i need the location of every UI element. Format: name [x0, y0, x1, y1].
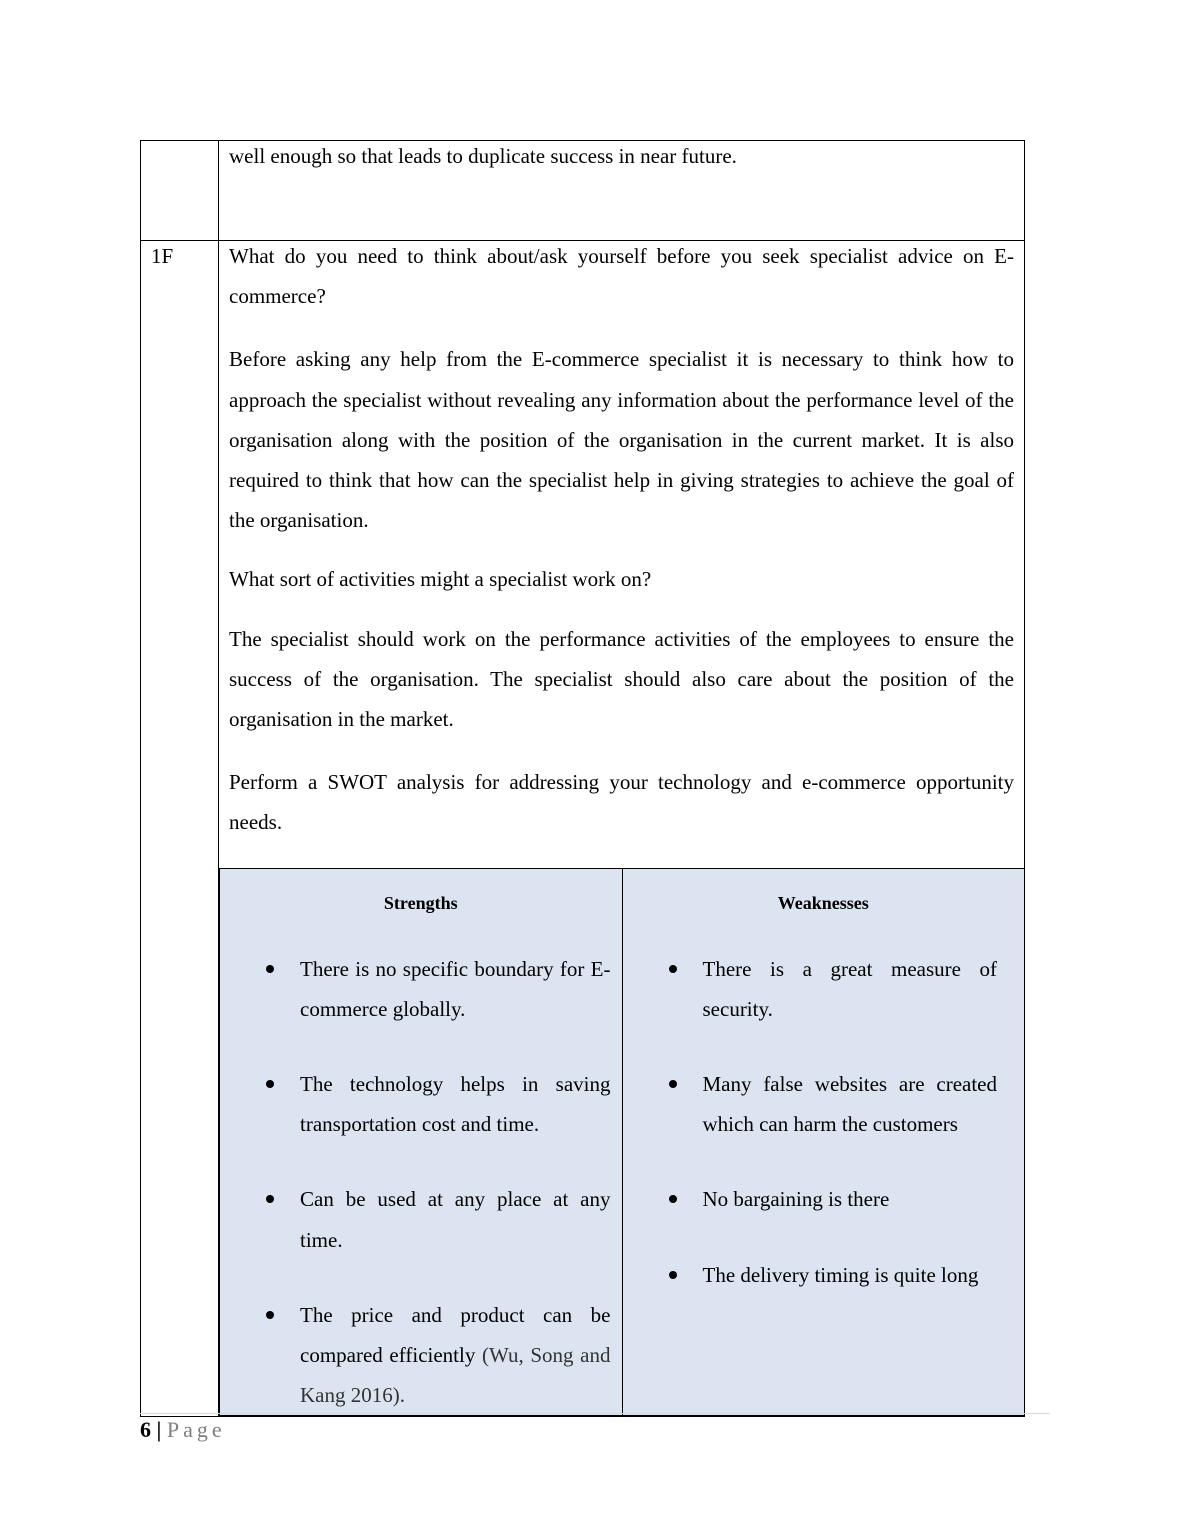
- swot-instruction: Perform a SWOT analysis for addressing your technology and e-commerce opportunity needs.: [229, 770, 1014, 835]
- list-item: There is no specific boundary for E-commerce globally.: [300, 949, 611, 1029]
- list-item: The technology helps in saving transportation cost and time.: [300, 1064, 611, 1144]
- bullet-icon: [266, 1080, 274, 1088]
- empty-number-cell: [141, 141, 219, 241]
- bullet-icon: [266, 965, 274, 973]
- bullet-icon: [669, 1195, 677, 1203]
- page-footer: [140, 1417, 226, 1443]
- weaknesses-list: [623, 939, 1025, 1295]
- page-label: Page: [166, 1417, 226, 1442]
- bullet-icon: [266, 1311, 274, 1319]
- answer-2: The specialist should work on the performance activities of the employees to ensure the success of the organisation. The specialist should also care about the position of the organisation in the market.: [229, 626, 1014, 732]
- section-number-cell: [141, 241, 219, 1417]
- weaknesses-heading: Weaknesses: [622, 868, 1025, 939]
- strengths-heading: Strengths: [220, 868, 623, 939]
- footer-rule: [140, 1413, 1050, 1414]
- continuation-text: well enough so that leads to duplicate success in near future.: [229, 144, 737, 168]
- section-body: [219, 241, 1025, 1417]
- continuation-cell: [219, 141, 1025, 241]
- strengths-list: [220, 939, 622, 1416]
- question-1: What do you need to think about/ask yourself before you seek specialist advice on E-commerce?: [229, 244, 1014, 309]
- answer-1: Before asking any help from the E-commerce specialist it is necessary to think how to approach the specialist without revealing any information about the performance level of the organisation along with the position of the organisation in the current market. It is also required to think that how can the specialist help in giving strategies to achieve the goal of the organisation.: [229, 347, 1014, 533]
- list-item: The price and product can be compared efficiently (Wu, Song and Kang 2016).: [300, 1295, 611, 1416]
- page-number: 6: [140, 1417, 151, 1442]
- list-item: There is a great measure of security.: [703, 949, 998, 1029]
- question-table: [140, 140, 1025, 1417]
- list-item: Can be used at any place at any time.: [300, 1179, 611, 1259]
- strengths-cell: [220, 939, 623, 1416]
- bullet-icon: [669, 965, 677, 973]
- question-2: What sort of activities might a specialist work on?: [229, 567, 652, 592]
- swot-table: [219, 868, 1025, 1417]
- bullet-icon: [669, 1080, 677, 1088]
- list-item: No bargaining is there: [703, 1179, 998, 1219]
- bullet-icon: [266, 1195, 274, 1203]
- weaknesses-cell: [622, 939, 1025, 1416]
- footer-separator: |: [156, 1417, 162, 1442]
- citation: (Wu, Song and Kang 2016).: [300, 1343, 611, 1408]
- list-item: Many false websites are created which can harm the customers: [703, 1064, 998, 1144]
- list-item: The delivery timing is quite long: [703, 1255, 998, 1295]
- bullet-icon: [669, 1271, 677, 1279]
- section-number: 1F: [151, 244, 174, 268]
